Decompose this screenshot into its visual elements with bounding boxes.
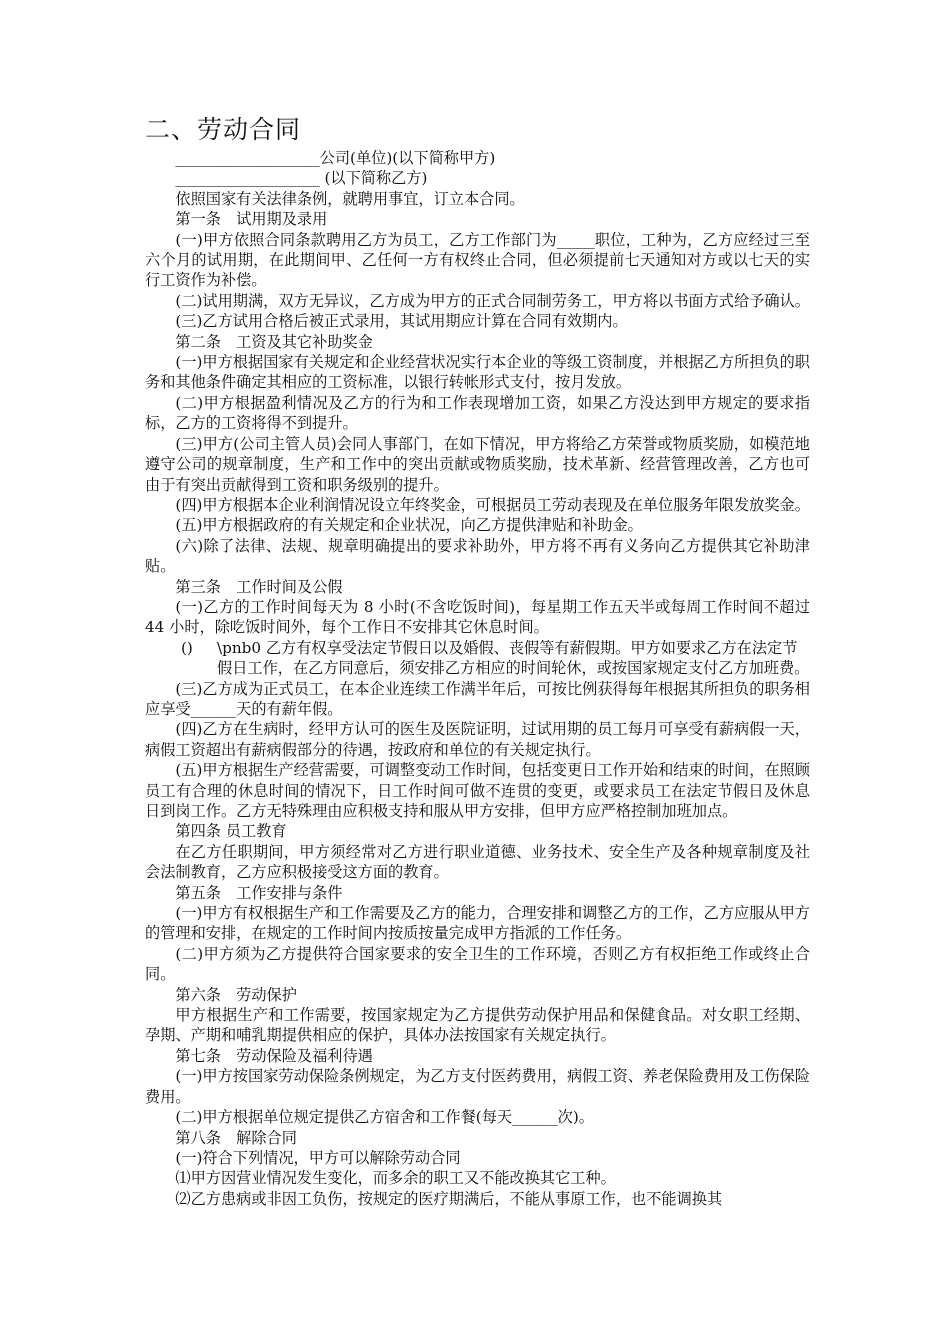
article-2-clause-2: (二)甲方根据盈利情况及乙方的行为和工作表现增加工资，如果乙方没达到甲方规定的要求指标，乙方的工资将得不到提升。 <box>145 393 810 433</box>
article-7-clause-1: (一)甲方按国家劳动保险条例规定，为乙方支付医药费用，病假工资、养老保险费用及工伤保险费用。 <box>145 1067 810 1106</box>
article-4-clause-1: 在乙方任职期间，甲方须经常对乙方进行职业道德、业务技术、安全生产及各种规章制度及社会法制教育，乙方应积极接受这方面的教育。 <box>145 842 810 882</box>
article-2-clause-6: (六)除了法律、法规、规章明确提出的要求补助外，甲方将不再有义务向乙方提供其它补助津贴。 <box>145 536 810 576</box>
article-8-item-1: ⑴甲方因营业情况发生变化，而多余的职工又不能改换其它工种。 <box>175 1169 616 1188</box>
article-3-title: 第三条 工作时间及公假 <box>175 577 343 596</box>
article-3-clause-3: (三)乙方成为正式员工，在本企业连续工作满半年后，可按比例获得每年根据其所担负的职务相应享受______天的有薪年假。 <box>145 679 810 718</box>
contract-document <box>145 112 810 1209</box>
intro-paragraph: 依照国家有关法律条例，就聘用事宜，订立本合同。 <box>175 189 525 208</box>
party-b-line: ___________________ (以下简称乙方) <box>175 169 428 188</box>
article-5-clause-1: (一)甲方有权根据生产和工作需要及乙方的能力，合理安排和调整乙方的工作，乙方应服从甲方的管理和安排，在规定的工作时间内按质按量完成甲方指派的工作任务。 <box>145 904 810 943</box>
article-2-clause-1: (一)甲方根据国家有关规定和企业经营状况实行本企业的等级工资制度，并根据乙方所担负的职务和其他条件确定其相应的工资标准，以银行转帐形式支付，按月发放。 <box>145 353 810 392</box>
article-1-clause-3: (三)乙方试用合格后被正式录用，其试用期应计算在合同有效期内。 <box>175 312 628 331</box>
article-7-title: 第七条 劳动保险及福利待遇 <box>175 1046 373 1065</box>
article-3-clause-4: (四)乙方在生病时，经甲方认可的医生及医院证明，过试用期的员工每月可享受有薪病假一天，病假工资超出有薪病假部分的待遇，按政府和单位的有关规定执行。 <box>145 720 810 759</box>
article-2-clause-3: (三)甲方(公司主管人员)会同人事部门，在如下情况，甲方将给乙方荣誉或物质奖励，如模范地遵守公司的规章制度，生产和工作中的突出贡献或物质奖励，技术革新、经营管理改善，乙方也可由于有突出贡献得到工资和职务级别的提升。 <box>145 434 810 494</box>
article-1-title: 第一条 试用期及录用 <box>175 210 328 229</box>
article-2-clause-5: (五)甲方根据政府的有关规定和企业状况，向乙方提供津贴和补助金。 <box>175 516 643 535</box>
article-2-title: 第二条 工资及其它补助奖金 <box>175 332 373 351</box>
page-title: 二、劳动合同 <box>145 115 302 144</box>
article-2-clause-4: (四)甲方根据本企业利润情况设立年终奖金，可根据员工劳动表现及在单位服务年限发放奖金。 <box>175 495 810 514</box>
article-5-title: 第五条 工作安排与条件 <box>175 883 343 902</box>
article-5-clause-2: (二)甲方须为乙方提供符合国家要求的安全卫生的工作环境，否则乙方有权拒绝工作或终止合同。 <box>145 944 810 984</box>
article-8-item-2: ⑵乙方患病或非因工负伤，按规定的医疗期满后，不能从事原工作，也不能调换其 <box>175 1189 723 1208</box>
article-1-clause-2: (二)试用期满，双方无异议，乙方成为甲方的正式合同制劳务工，甲方将以书面方式给予确认。 <box>175 291 810 310</box>
article-8-clause-1: (一)符合下列情况，甲方可以解除劳动合同 <box>175 1148 461 1167</box>
article-6-title: 第六条 劳动保护 <box>175 985 297 1004</box>
article-3-clause-5: (五)甲方根据生产经营需要，可调整变动工作时间，包括变更日工作开始和结束的时间，在照顾员工有合理的休息时间的情况下，日工作时间可做不连贯的变更，或要求员工在法定节假日及休息日到岗工作。乙方无特殊理由应积极支持和服从甲方安排，但甲方应严格控制加班加点。 <box>145 761 810 820</box>
article-4-title: 第四条 员工教育 <box>175 822 287 841</box>
article-7-clause-2: (二)甲方根据单位规定提供乙方宿舍和工作餐(每天______次)。 <box>175 1108 594 1127</box>
article-8-title: 第八条 解除合同 <box>175 1128 297 1147</box>
article-6-clause-1: 甲方根据生产和工作需要，按国家规定为乙方提供劳动保护用品和保健食品。对女职工经期、孕期、产期和哺乳期提供相应的保护，具体办法按国家有关规定执行。 <box>145 1006 810 1045</box>
article-3-clause-1: (一)乙方的工作时间每天为 8 小时(不含吃饭时间)，每星期工作五天半或每周工作时间不超过 44 小时，除吃饭时间外，每个工作日不安排其它休息时间。 <box>145 597 810 637</box>
party-a-line: ___________________公司(单位)(以下简称甲方) <box>175 149 496 167</box>
article-3-clause-2 <box>181 638 810 679</box>
clause-marker: () <box>181 638 193 657</box>
clause-text: \pnb0 乙方有权享受法定节假日以及婚假、丧假等有薪假期。甲方如要求乙方在法定节假日工作，在乙方同意后，须安排乙方相应的时间轮休，或按国家规定支付乙方加班费。 <box>217 638 810 678</box>
article-1-clause-1: (一)甲方依照合同条款聘用乙方为员工，乙方工作部门为_____职位，工种为，乙方应经过三至六个月的试用期，在此期间甲、乙任何一方有权终止合同，但必须提前七天通知对方或以七天的实行工资作为补偿。 <box>145 230 810 290</box>
